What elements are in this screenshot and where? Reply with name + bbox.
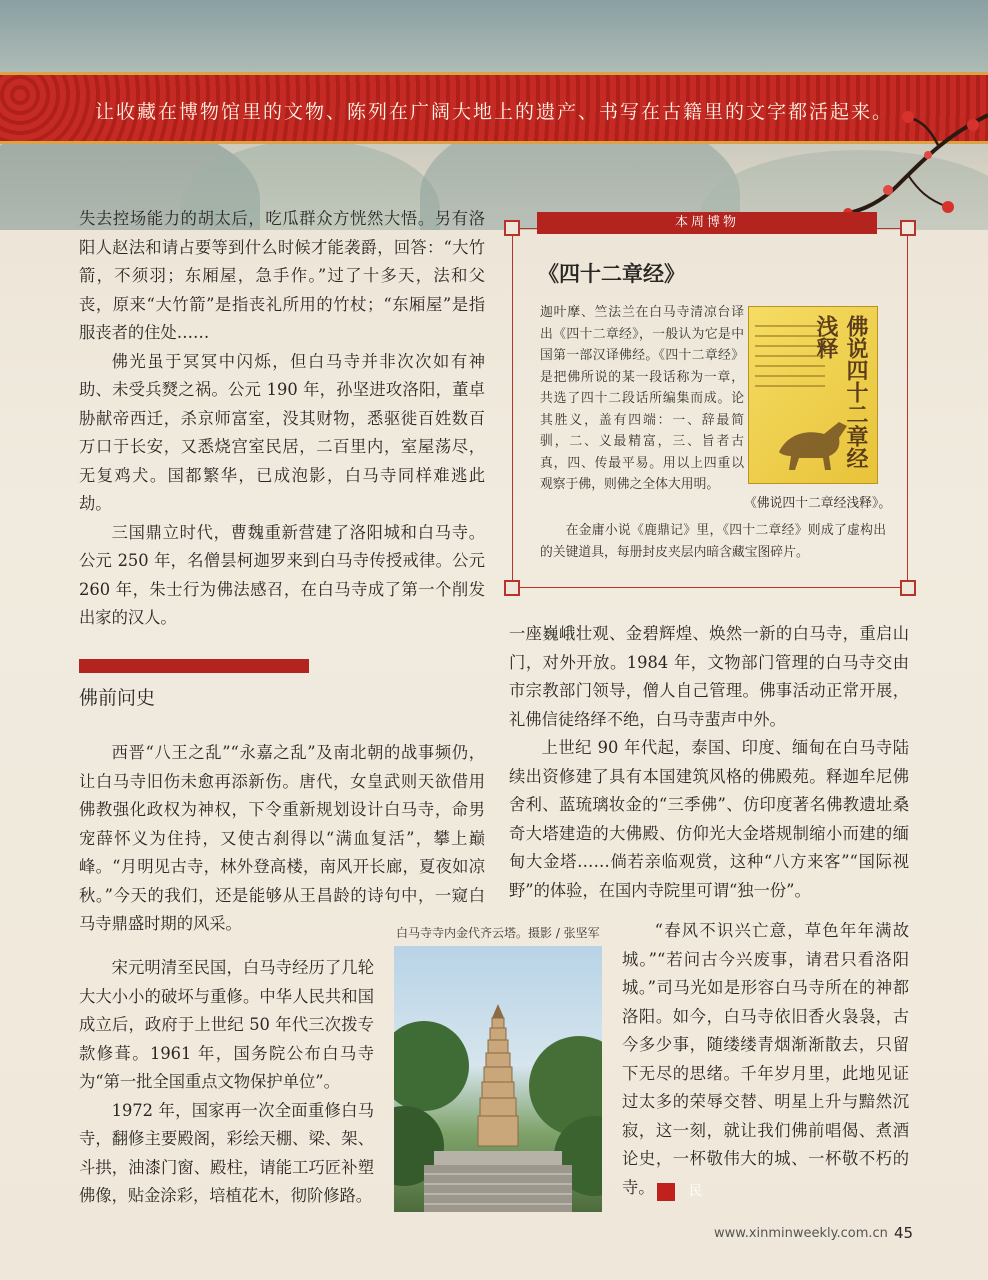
- section-divider: [79, 659, 309, 673]
- paragraph: 上世纪 90 年代起，泰国、印度、缅甸在白马寺陆续出资修建了具有本国建筑风格的佛殿苑。释迦牟尼佛舍利、蓝琉璃妆金的“三季佛”、仿印度著名佛教遗址桑奇大塔建造的大佛殿、仿仰光大金塔规制缩小而建的缅甸大金塔……倘若亲临观赏，这种“八方来客”“国际视野”的体验，在国内寺院里可谓“独一份”。: [509, 738, 909, 900]
- paragraph: 西晋“八王之乱”“永嘉之乱”及南北朝的战事频仍，让白马寺旧伤未愈再添新伤。唐代，女皇武则天欲借用佛教强化政权为神权，下令重新规划设计白马寺，命男宠薛怀义为住持，又使古刹得以“满血复活”，攀上巅峰。“月明见古寺，林外登高楼，南风开长廊，夏夜如凉秋。”今天的我们，还是能够从王昌龄的诗句中，一窥白马寺鼎盛时期的风采。: [79, 743, 485, 933]
- horse-illustration-icon: [769, 402, 859, 472]
- book-caption: 《佛说四十二章经浅释》。: [744, 496, 892, 511]
- page-number: 45: [894, 1224, 914, 1242]
- corner-ornament: [900, 220, 916, 236]
- right-mid-column: [509, 620, 909, 905]
- book-cover-image: [748, 306, 878, 484]
- corner-ornament: [504, 580, 520, 596]
- paragraph: 宋元明清至民国，白马寺经历了几轮大大小小的破坏与重修。中华人民共和国成立后，政府于上世纪 50 年代三次拨专款修葺。1961 年，国务院公布白马寺为“第一批全国重点文物保护单位”。: [79, 958, 374, 1091]
- sidebar-text-2: 在金庸小说《鹿鼎记》里，《四十二章经》则成了虚构出的关键道具，每册封皮夹层内暗含藏宝图碎片。: [540, 523, 886, 560]
- left-bottom-column: [79, 739, 485, 939]
- closing-paragraph: “春风不识兴亡意，草色年年满故城。”“若问古今兴废事，请君只看洛阳城。”司马光如是形容白马寺所在的神都洛阳。如今，白马寺依旧香火袅袅，古今多少事，随缕缕青烟渐渐散去，只留下无尽的思绪。千年岁月里，此地见证过太多的荣辱交替、明星上升与黯然沉寂，这一刻，就让我们佛前唱偈、煮酒论史，一杯敬伟大的城、一杯敬不朽的寺。: [622, 921, 909, 1197]
- book-cover-title: 佛说四十二章经浅释: [813, 315, 869, 469]
- end-mark-icon: 民: [657, 1183, 675, 1201]
- banner-text: 让收藏在博物馆里的文物、陈列在广阔大地上的遗产、书写在古籍里的文字都活起来。: [94, 101, 893, 123]
- paragraph: 佛光虽于冥冥中闪烁，但白马寺并非次次如有神助、未受兵燹之祸。公元 190 年，孙坚进攻洛阳，董卓胁献帝西迁，杀京师富室，没其财物，悉驱徙百姓数百万口于长安，又悉烧宫室民居，二百里内，室屋荡尽，无复鸡犬。国都繁华，已成泡影，白马寺同样难逃此劫。: [79, 351, 485, 513]
- sidebar-text: 迦叶摩、竺法兰在白马寺清凉台译出《四十二章经》，一般认为它是中国第一部汉译佛经。《四十二章经》是把佛所说的某一段话称为一章，共选了四十二段话所编集而成。论其胜义，盖有四端：一、辞最简驯，二、义最精富，三、旨者古真，四、传最平易。用以上四重以观察于佛，则佛之全体大用明。: [540, 305, 744, 492]
- right-narrow-column: [622, 917, 909, 1202]
- corner-ornament: [900, 580, 916, 596]
- paragraph: 1972 年，国家再一次全面重修白马寺，翻修主要殿阁，彩绘天棚、梁、架、斗拱，油漆门窗、殿柱，请能工巧匠补塑佛像，贴金涂彩，培植花木，彻阶修路。: [79, 1100, 374, 1205]
- pagoda-illustration-icon: [394, 946, 602, 1212]
- left-narrow-column: [79, 954, 374, 1211]
- paragraph: [622, 917, 909, 1202]
- footer-url: www.xinminweekly.com.cn: [714, 1226, 888, 1241]
- sidebar-tab: 本周博物: [537, 212, 877, 234]
- corner-ornament: [504, 220, 520, 236]
- pagoda-photo: [394, 946, 602, 1212]
- section-heading: 佛前问史: [79, 687, 156, 709]
- sidebar-title: 《四十二章经》: [538, 262, 685, 286]
- paragraph: 一座巍峨壮观、金碧辉煌、焕然一新的白马寺，重启山门，对外开放。1984 年，文物部门管理的白马寺交由市宗教部门领导，僧人自己管理。佛事活动正常开展，礼佛信徒络绎不绝，白马寺蜚声中外。: [509, 624, 909, 729]
- plum-branch-icon: [788, 95, 988, 225]
- paragraph: 三国鼎立时代，曹魏重新营建了洛阳城和白马寺。公元 250 年，名僧昙柯迦罗来到白马寺传授戒律。公元 260 年，朱士行为佛法感召，在白马寺成了第一个削发出家的汉人。: [79, 522, 485, 627]
- paragraph: 失去控场能力的胡太后，吃瓜群众方恍然大悟。另有洛阳人赵法和请占要等到什么时候才能袭爵，回答：“大竹箭，不须羽；东厢屋，急手作。”过了十多天，法和父丧，原来“大竹箭”是指丧礼所用的竹杖；“东厢屋”是指服丧者的住处……: [79, 209, 485, 342]
- left-top-column: [79, 205, 485, 633]
- photo-caption: 白马寺寺内金代齐云塔。摄影 / 张坚军: [396, 926, 600, 940]
